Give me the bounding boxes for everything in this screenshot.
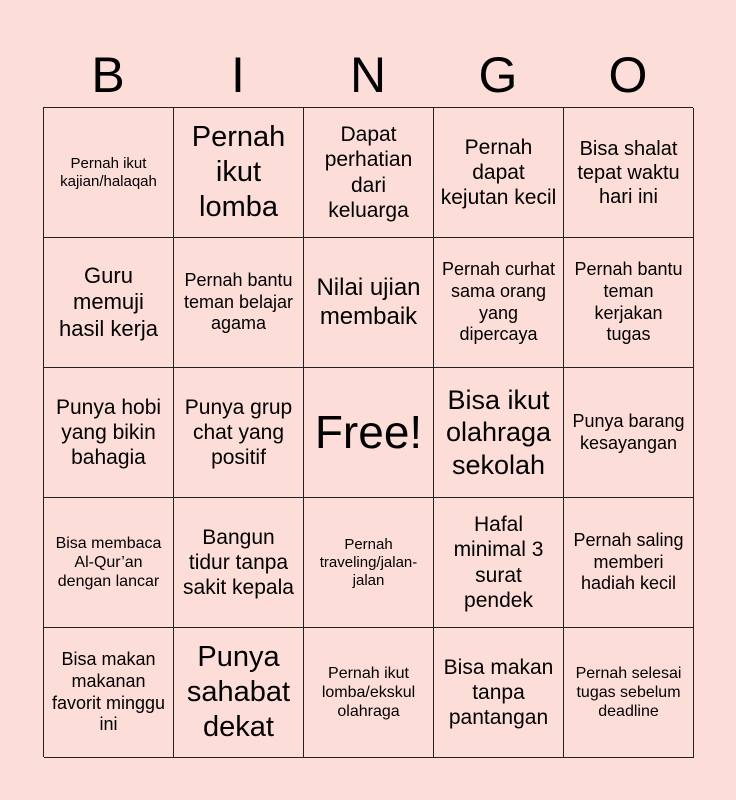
bingo-cell-r3c2[interactable]: Punya grup chat yang positif [174,368,304,498]
bingo-cell-r5c4[interactable]: Bisa makan tanpa pantangan [434,628,564,758]
bingo-cell-r5c2[interactable]: Punya sahabat dekat [174,628,304,758]
bingo-cell-free[interactable]: Free! [304,368,434,498]
bingo-cell-r4c4[interactable]: Hafal minimal 3 surat pendek [434,498,564,628]
bingo-cell-r3c1[interactable]: Punya hobi yang bikin bahagia [44,368,174,498]
bingo-cell-r5c1[interactable]: Bisa makan makanan favorit minggu ini [44,628,174,758]
bingo-cell-r1c2[interactable]: Pernah ikut lomba [174,108,304,238]
bingo-cell-r1c5[interactable]: Bisa shalat tepat waktu hari ini [564,108,694,238]
bingo-grid [43,107,693,757]
bingo-cell-r5c3[interactable]: Pernah ikut lomba/ekskul olahraga [304,628,434,758]
bingo-cell-r1c4[interactable]: Pernah dapat kejutan kecil [434,108,564,238]
bingo-cell-r5c5[interactable]: Pernah selesai tugas sebelum deadline [564,628,694,758]
bingo-cell-r4c5[interactable]: Pernah saling memberi hadiah kecil [564,498,694,628]
header-letter-o: O [608,47,648,103]
bingo-cell-r4c2[interactable]: Bangun tidur tanpa sakit kepala [174,498,304,628]
bingo-cell-r2c5[interactable]: Pernah bantu teman kerjakan tugas [564,238,694,368]
bingo-cell-r2c3[interactable]: Nilai ujian membaik [304,238,434,368]
bingo-cell-r3c5[interactable]: Punya barang kesayangan [564,368,694,498]
bingo-cell-r1c3[interactable]: Dapat perhatian dari keluarga [304,108,434,238]
bingo-header [43,44,693,106]
bingo-cell-r2c2[interactable]: Pernah bantu teman belajar agama [174,238,304,368]
header-letter-n: N [349,47,387,103]
header-letter-i: I [231,47,245,103]
bingo-cell-r4c1[interactable]: Bisa membaca Al-Qur’an dengan lancar [44,498,174,628]
header-letter-g: G [478,47,518,103]
bingo-cell-r4c3[interactable]: Pernah traveling/jalan-jalan [304,498,434,628]
bingo-cell-r1c1[interactable]: Pernah ikut kajian/halaqah [44,108,174,238]
header-letter-b: B [91,47,125,103]
bingo-cell-r2c4[interactable]: Pernah curhat sama orang yang dipercaya [434,238,564,368]
bingo-cell-r3c4[interactable]: Bisa ikut olahraga sekolah [434,368,564,498]
bingo-cell-r2c1[interactable]: Guru memuji hasil kerja [44,238,174,368]
